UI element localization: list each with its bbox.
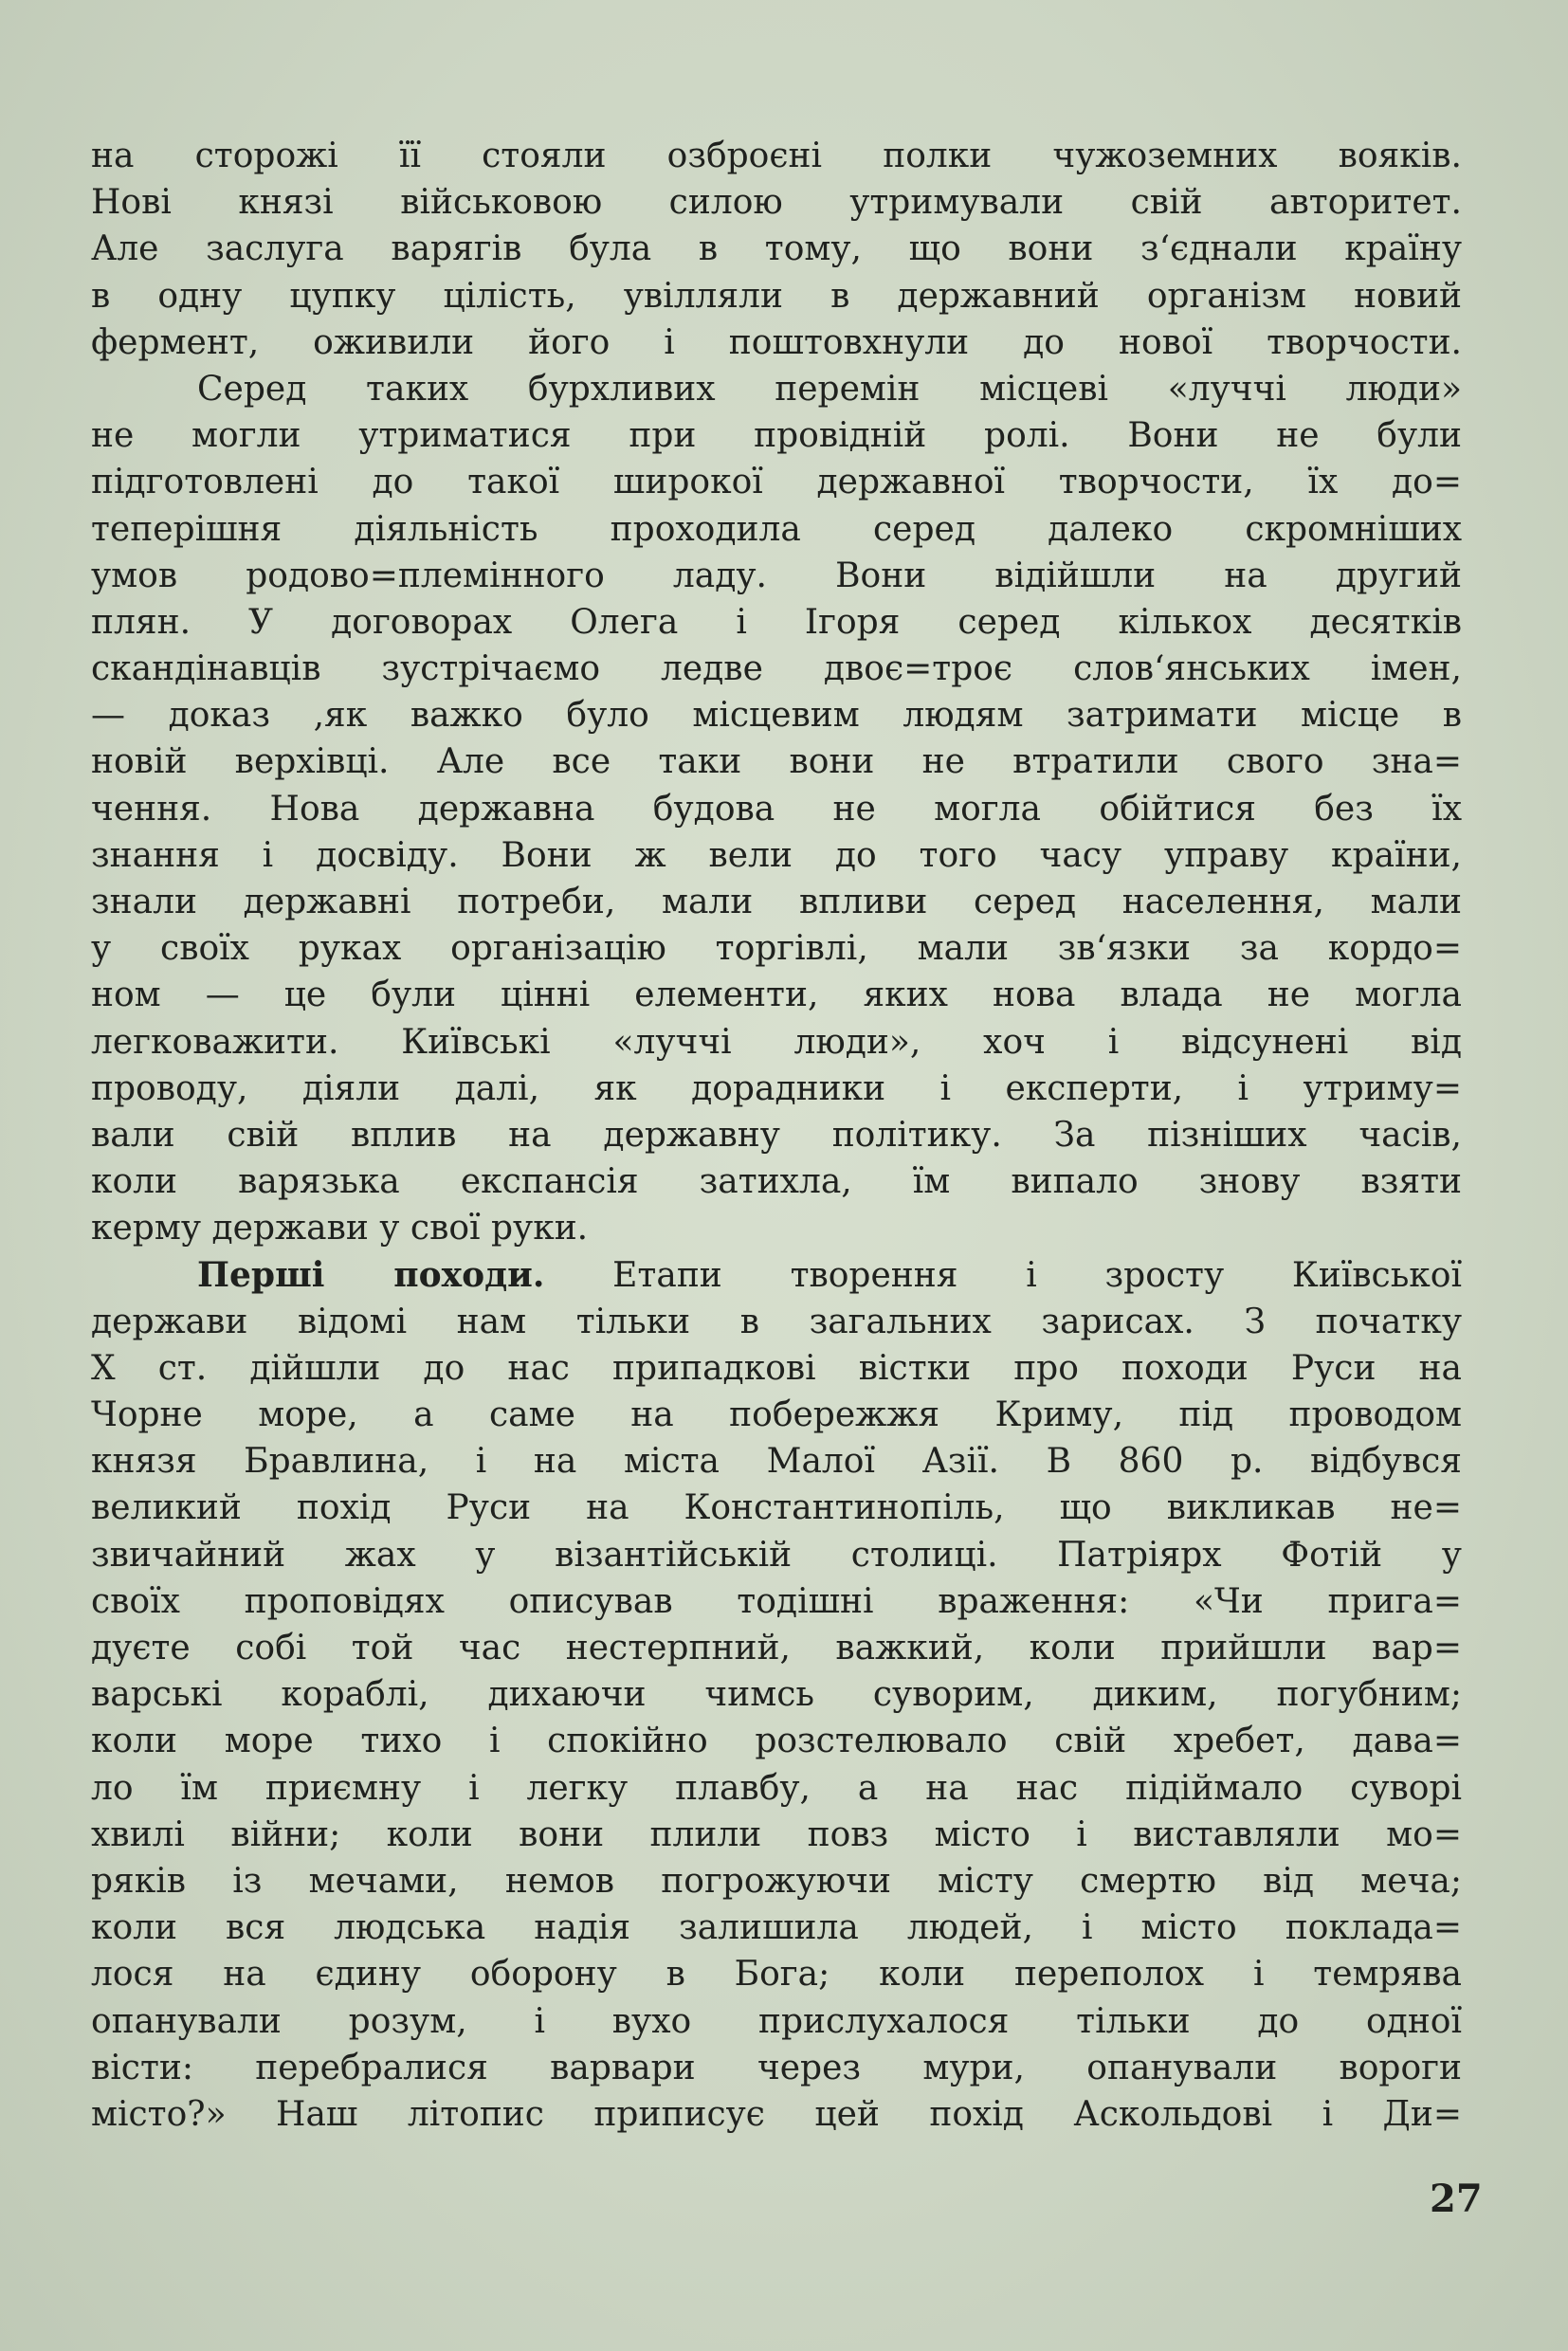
text-line: легковажити. Київські «луччі люди», хоч і відсунені від xyxy=(91,1022,1462,1062)
text-line: — доказ ,як важко було місцевим людям затримати місце в xyxy=(91,696,1462,736)
text-line: вали свій вплив на державну політику. За пізніших часів, xyxy=(91,1115,1462,1155)
text-line: у своїх руках організацію торгівлі, мали зв‘язки за кордо= xyxy=(91,929,1462,969)
body-text xyxy=(91,133,1462,2138)
text-line: знання і досвіду. Вони ж вели до того часу управу країни, xyxy=(91,835,1462,875)
text-line: князя Бравлина, і на міста Малої Азії. В 860 р. відбувся xyxy=(91,1442,1462,1482)
text-line: керму держави у свої руки. xyxy=(91,1209,589,1248)
text-line: своїх проповідях описував тодішні враження: «Чи прига= xyxy=(91,1581,1462,1621)
text-line: лося на єдину оборону в Бога; коли переполох і темрява xyxy=(91,1955,1462,1995)
text-line: великий похід Руси на Константинопіль, що викликав не= xyxy=(91,1488,1462,1528)
text-line: Але заслуга варягів була в тому, що вони з‘єднали країну xyxy=(91,229,1462,269)
text-line: не могли утриматися при провідній ролі. Вони не були xyxy=(91,416,1462,456)
text-line: звичайний жах у візантійській столиці. Патріярх Фотій у xyxy=(91,1535,1462,1575)
text-line: ряків із мечами, немов погрожуючи місту смертю від меча; xyxy=(91,1861,1462,1901)
text-line: на сторожі її стояли озброєні полки чужоземних вояків. xyxy=(91,137,1462,175)
section-heading-line xyxy=(91,1252,1462,1299)
text-line: хвилі війни; коли вони плили повз місто і виставляли мо= xyxy=(91,1814,1462,1854)
text-line: опанували розум, і вухо прислухалося тільки до одної xyxy=(91,2001,1462,2041)
text-line: коли море тихо і спокійно розстелювало свій хребет, дава= xyxy=(91,1722,1462,1761)
text-line: підготовлені до такої широкої державної творчости, їх до= xyxy=(91,463,1462,502)
text-line: місто?» Наш літопис приписує цей похід Аскольдові і Ди= xyxy=(91,2094,1462,2134)
text-line: X ст. дійшли до нас припадкові вістки про походи Руси на xyxy=(91,1348,1462,1388)
text-line: Серед таких бурхливих перемін місцеві «луччі люди» xyxy=(197,369,1462,409)
text-line: скандінавців зустрічаємо ледве двоє=троє слов‘янських імен, xyxy=(91,649,1462,689)
text-line: дуєте собі той час нестерпний, важкий, коли прийшли вар= xyxy=(91,1629,1462,1668)
text-line: теперішня діяльність проходила серед далеко скромніших xyxy=(91,509,1462,549)
text-line: умов родово=племінного ладу. Вони відійшли на другий xyxy=(91,556,1462,595)
text-line: коли вся людська надія залишила людей, і місто поклада= xyxy=(91,1908,1462,1948)
text-fragment: Етапи творення і зросту Київської xyxy=(612,1255,1462,1295)
text-line: варські кораблі, дихаючи чимсь суворим, диким, погубним; xyxy=(91,1675,1462,1715)
text-line: проводу, діяли далі, як дорадники і експерти, і утриму= xyxy=(91,1068,1462,1108)
text-line: ном — це були цінні елементи, яких нова влада не могла xyxy=(91,975,1462,1015)
text-line: Нові князі військовою силою утримували свій авторитет. xyxy=(91,183,1462,223)
text-line: вісти: перебралися варвари через мури, опанували вороги xyxy=(91,2048,1462,2087)
text-line: коли варязька експансія затихла, їм випало знову взяти xyxy=(91,1162,1462,1202)
text-line: Чорне море, а саме на побережжя Криму, під проводом xyxy=(91,1395,1462,1435)
page-number: 27 xyxy=(1430,2177,1483,2221)
text-line: знали державні потреби, мали впливи серед населення, мали xyxy=(91,883,1462,921)
text-line: в одну цупку цілість, увілляли в державний організм новий xyxy=(91,276,1462,316)
text-line: ло їм приємну і легку плавбу, а на нас підіймало суворі xyxy=(91,1768,1462,1808)
text-line: новій верхівці. Але все таки вони не втратили свого зна= xyxy=(91,742,1462,782)
text-line: фермент, оживили його і поштовхнули до нової творчости. xyxy=(91,322,1462,362)
section-heading: Перші походи. xyxy=(197,1254,545,1295)
text-line: держави відомі нам тільки в загальних зарисах. З початку xyxy=(91,1302,1462,1341)
text-line: плян. У договорах Олега і Ігоря серед кількох десятків xyxy=(91,602,1462,642)
text-line: чення. Нова державна будова не могла обійтися без їх xyxy=(91,789,1462,829)
